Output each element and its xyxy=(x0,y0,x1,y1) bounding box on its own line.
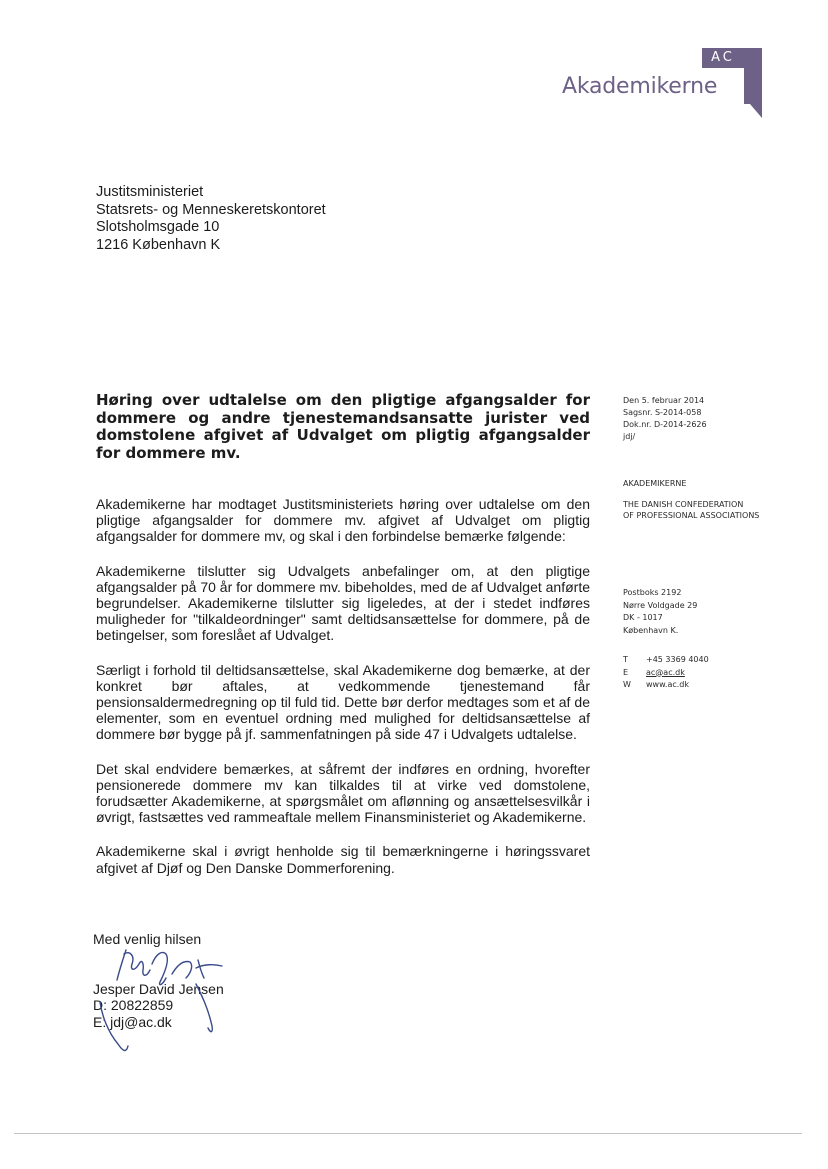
contact-phone xyxy=(623,654,709,667)
greeting: Med venlig hilsen xyxy=(93,931,202,947)
postal-street: Nørre Voldgade 29 xyxy=(623,600,698,610)
web-link[interactable]: www.ac.dk xyxy=(646,680,689,689)
recipient-line: 1216 København K xyxy=(96,236,221,253)
logo-badge-text: AC xyxy=(711,50,735,65)
phone-label: T xyxy=(623,655,628,664)
postal-zip: DK - 1017 xyxy=(623,613,663,622)
contact-web xyxy=(623,679,709,692)
web-label: W xyxy=(623,680,631,689)
recipient-address xyxy=(96,184,326,254)
letter-date: Den 5. februar 2014 xyxy=(623,396,705,405)
author-initials: jdj/ xyxy=(623,432,636,441)
body-paragraph: Akademikerne tilslutter sig Udvalgets anbefalinger om, at den pligtige afgangsalder på 70 år for dommere mv. bibeholdes, med de af Udvalget anførte begrundelser. Akademikerne tilslutter sig ligeledes, at der i stedet indføres muligheder for "tilkaldeordninger" samt deltidsansættelse for dommere, på de betingelser, som foreslået af Udvalget. xyxy=(96,562,590,644)
recipient-line: Slotsholmsgade 10 xyxy=(96,219,220,235)
body-paragraph: Akademikerne skal i øvrigt henholde sig til bemærkningerne i høringssvaret afgivet af Djøf og Den Danske Dommerforening. xyxy=(96,843,590,876)
organization-name: AKADEMIKERNE xyxy=(623,479,687,488)
postal-city: København K. xyxy=(623,625,679,635)
phone-value: +45 3369 4040 xyxy=(646,655,709,664)
akademikerne-logo xyxy=(560,48,770,118)
postal-box: Postboks 2192 xyxy=(623,588,682,597)
sender-phone: D: 20822859 xyxy=(93,997,174,1013)
email-link[interactable]: ac@ac.dk xyxy=(646,667,685,677)
sender-email: E: jdj@ac.dk xyxy=(93,1013,172,1030)
handwritten-signature xyxy=(86,934,256,1059)
organization-description: THE DANISH CONFEDERATION xyxy=(623,499,744,509)
postal-address xyxy=(623,587,697,637)
body-paragraph: Særligt i forhold til deltidsansættelse, skal Akademikerne dog bemærke, at der konkret bør aftales, at vedkommende tjenestemand får pensionsaldermedregning op til fuld tid. Dette bør derfor medtages som et af de elementer, som en eventuel ordning med mulighed for deltidsansættelse af dommere bør bygge på jf. sammenfatningen på side 47 i Udvalgets udtalelse. xyxy=(96,661,590,743)
recipient-line: Statsrets- og Menneskeretskontoret xyxy=(96,201,326,218)
footer-divider xyxy=(14,1133,802,1134)
body-paragraph: Akademikerne har modtaget Justitsministeriets høring over udtalelse om den pligtige afgangsalder for dommere mv. afgivet af Udvalget om pligtig afgangsalder for dommere mv, og skal i den forbindelse bemærke følgende: xyxy=(96,496,590,545)
logo-wordmark: Akademikerne xyxy=(562,74,718,99)
body-paragraph: Det skal endvidere bemærkes, at såfremt der indføres en ordning, hvorefter pensionerede dommere mv kan tilkaldes til at virke ved domstolene, forudsætter Akademikerne, at spørgsmålet om aflønning og ansættelsesvilkår i øvrigt, fastsættes ved rammeaftale mellem Finansministeriet og Akademikerne. xyxy=(96,760,590,826)
letter-body xyxy=(96,496,590,894)
letter-subject: Høring over udtalelse om den pligtige afgangsalder for dommere og andre tjenestemandsansatte jurister ved domstolene afgivet af Udvalget om pligtig afgangsalder for dommere mv. xyxy=(96,391,590,462)
organization-description: OF PROFESSIONAL ASSOCIATIONS xyxy=(623,511,760,520)
organization-block xyxy=(623,478,759,522)
sender-name: Jesper David Jensen xyxy=(93,980,224,997)
case-number: Sagsnr. S-2014-058 xyxy=(623,408,702,417)
letter-metadata xyxy=(623,395,707,443)
document-number: Dok.nr. D-2014-2626 xyxy=(623,420,707,429)
recipient-line: Justitsministeriet xyxy=(96,184,204,200)
email-label: E xyxy=(623,667,629,677)
contact-info xyxy=(623,654,709,692)
contact-email xyxy=(623,667,709,680)
